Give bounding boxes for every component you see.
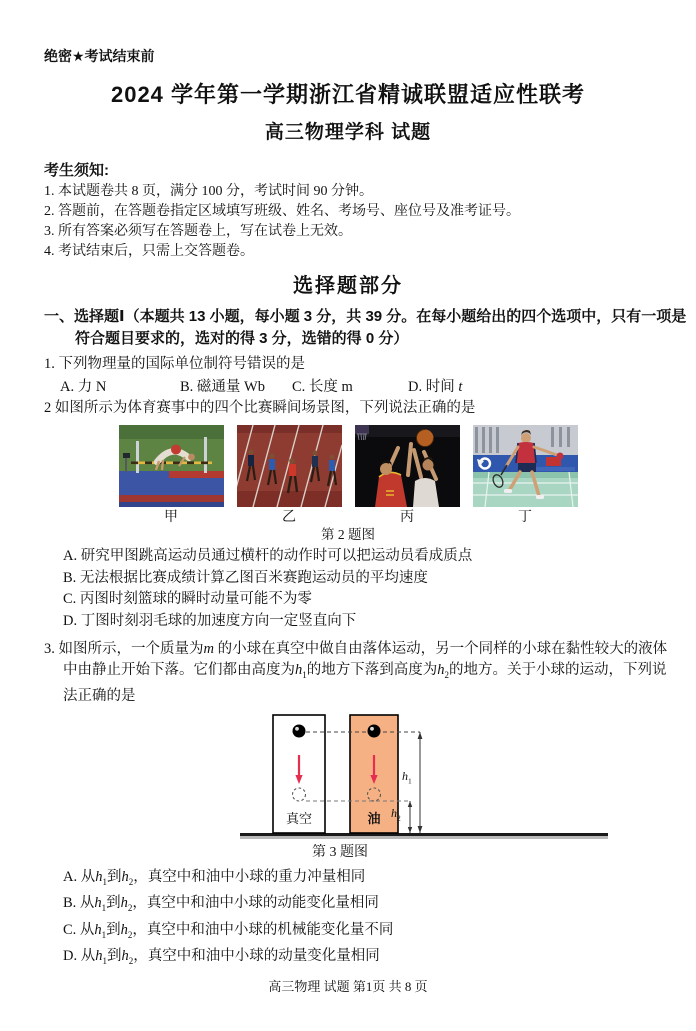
question-3-diagram	[240, 713, 620, 840]
notice-list	[0, 182, 696, 262]
q3-option-d: D. 从$h_1$到$h_2$，真空中和油中小球的动量变化量相同	[63, 948, 380, 966]
badminton-photo	[473, 425, 578, 507]
section-instruction-line1: 一、选择题Ⅰ（本题共 13 小题，每小题 3 分，共 39 分。在每小题给出的四个选项中，只有一项是	[44, 308, 687, 325]
question-3-stem-line2: 中由静止开始下落。它们都由高度为$h_1$的地方下落到高度为$h_2$的地方。关于小球的运动，下列说	[63, 662, 667, 680]
question-1-stem: 1. 下列物理量的国际单位制符号错误的是	[44, 356, 305, 372]
q2-option-c: C. 丙图时刻篮球的瞬时动量可能不为零	[63, 591, 312, 607]
page-footer: 高三物理 试题 第1页 共 8 页	[268, 979, 428, 994]
classification-banner: 绝密★考试结束前	[44, 48, 155, 64]
photo-labels	[0, 510, 696, 526]
photo-label-ding: 丁	[518, 510, 532, 525]
figure-2-caption: 第 2 题图	[321, 527, 375, 542]
exam-title: 2024 学年第一学期浙江省精诚联盟适应性联考	[110, 82, 586, 107]
q3-option-a: A. 从$h_1$到$h_2$，真空中和油中小球的重力冲量相同	[63, 868, 366, 887]
q2-option-d: D. 丁图时刻羽毛球的加速度方向一定竖直向下	[63, 612, 357, 629]
q2-option-b: B. 无法根据比赛成绩计算乙图百米赛跑运动员的平均速度	[63, 569, 428, 586]
section-instruction-line2: 符合题目要求的，选对的得 3 分，选错的得 0 分）	[75, 330, 409, 347]
q3-option-b: B. 从$h_1$到$h_2$，真空中和油中小球的动能变化量相同	[63, 895, 379, 914]
oil-label: 油	[367, 810, 381, 826]
part-heading: 选择题部分	[293, 275, 403, 297]
basketball-photo	[355, 425, 460, 507]
notice-item-3: 3. 所有答案必须写在答题卷上，写在试卷上无效。	[44, 224, 352, 239]
sprint-photo	[237, 425, 342, 507]
q1-option-d: D. 时间 t	[408, 379, 463, 395]
question-2-stem: 2 如图所示为体育赛事中的四个比赛瞬间场景图，下列说法正确的是	[44, 400, 476, 416]
photo-label-jia: 甲	[164, 510, 178, 525]
photo-label-yi: 乙	[282, 510, 296, 525]
exam-subtitle: 高三物理学科 试题	[264, 122, 432, 143]
question-2-options	[0, 546, 696, 632]
notice-heading: 考生须知:	[44, 162, 109, 179]
ball-start-vacuum	[293, 724, 306, 737]
notice-item-1: 1. 本试题卷共 8 页，满分 100 分，考试时间 90 分钟。	[44, 184, 373, 199]
notice-item-4: 4. 考试结束后，只需上交答题卷。	[44, 244, 254, 259]
q1-option-b: B. 磁通量 Wb	[180, 379, 265, 395]
high-jump-photo	[119, 425, 224, 507]
h2-label: $h_2$	[391, 805, 401, 823]
q1-option-a: A. 力 N	[60, 379, 107, 395]
figure-3-caption: 第 3 题图	[312, 844, 368, 860]
h1-label: $h_1$	[402, 768, 412, 786]
q1-option-c: C. 长度 m	[292, 379, 353, 395]
question-3-stem-line1: 3. 如图所示，一个质量为m 的小球在真空中做自由落体运动，另一个同样的小球在黏性较大的液体	[44, 641, 668, 657]
question-1-options	[60, 377, 696, 398]
question-3-options	[0, 867, 696, 973]
ball-start-oil	[368, 724, 381, 737]
vacuum-label: 真空	[285, 810, 312, 826]
question-3-stem-line3: 法正确的是	[63, 687, 136, 704]
q3-option-c: C. 从$h_1$到$h_2$，真空中和油中小球的机械能变化量不同	[63, 921, 394, 940]
notice-item-2: 2. 答题前，在答题卷指定区域填写班级、姓名、考场号、座位号及准考证号。	[44, 204, 520, 219]
q2-option-a: A. 研究甲图跳高运动员通过横杆的动作时可以把运动员看成质点	[63, 548, 473, 564]
question-2-photo-row	[0, 425, 696, 507]
photo-label-bing: 丙	[400, 510, 414, 525]
